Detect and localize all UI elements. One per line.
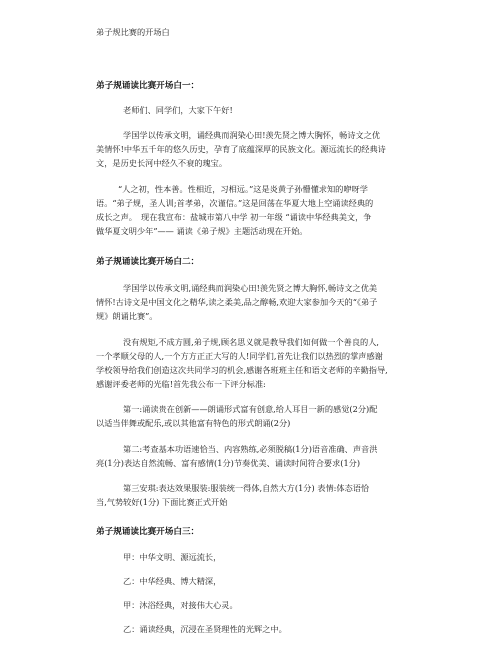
paragraph-line: “人之初，性本善。性相近，习相远。”这是炎黄子孙懵懂求知的咿呀学 (118, 184, 368, 194)
section-heading-1: 弟子规诵读比赛开场白一： (96, 81, 200, 91)
paragraph-line: 规》朗诵比赛”。 (96, 311, 158, 321)
paragraph-line: 第三安琪:表达效果服装:服装统一得体,自然大方(1分) 表情:体态语恰 (123, 483, 370, 493)
paragraph-line: 没有规矩,不成方圆,弟子规,顾名思义就是教导我们如何做一个善良的人, (123, 337, 380, 347)
section-heading-2: 弟子规诵读比赛开场白二： (96, 257, 200, 267)
paragraph-line: 美情怀!中华五千年的悠久历史，孕育了底蕴深厚的民族文化。源远流长的经典诗 (96, 144, 386, 154)
paragraph-line: 第一:诵读贵在创新——朗诵形式富有创意,给人耳目一新的感觉(2分)配 (123, 404, 378, 414)
paragraph-line: 学国学以传承文明,诵经典而润染心田!羡先贤之博大胸怀,畅诗文之优美 (123, 283, 378, 293)
paragraph-line: 学国学以传承文明，诵经典而润染心田!羡先贤之博大胸怀，畅诗文之优 (123, 130, 381, 140)
paragraph-line: 语。“弟子规，圣人训;首孝弟，次谨信。”这是回荡在华夏大地上空诵读经典的 (96, 198, 374, 208)
paragraph-line: 亮(1分)表达自然流畅、富有感情(1分)节奏优美、诵读时间符合要求(1分) (96, 458, 361, 468)
section-heading-3: 弟子规诵读比赛开场白三： (96, 527, 200, 537)
paragraph-line: 学校领导给我们创造这次共同学习的机会,感谢各班班主任和语文老师的辛勤指导, (96, 365, 388, 375)
paragraph-line: 老师们、同学们，大家下午好! (123, 105, 233, 115)
paragraph-line: 成长之声。 现在我宣布：盐城市第八中学 初一年级 “诵读中华经典美文，争 (96, 212, 372, 222)
paragraph-line: 第二:考查基本功语速恰当、内容熟练,必须脱稿(1分)语音准确、声音洪 (123, 444, 378, 454)
paragraph-line: 做华夏文明少年”—— 诵读《弟子规》主题活动现在开始。 (96, 226, 308, 236)
dialogue-line: 甲：沐浴经典，对接伟大心灵。 (123, 600, 238, 610)
paragraph-line: 情怀!古诗文是中国文化之精华,读之柔美,品之醇畅,欢迎大家参加今天的“《弟子 (96, 297, 378, 307)
paragraph-line: 以适当伴舞或配乐,或以其他富有特色的形式朗诵(2分) (96, 418, 291, 428)
document-title: 弟子规比赛的开场白 (96, 27, 170, 37)
dialogue-line: 甲：中华文明、源远流长， (123, 552, 222, 562)
paragraph-line: 当,气势较好(1分) 下面比赛正式开始 (96, 497, 228, 507)
paragraph-line: 文，是历史长河中经久不衰的瑰宝。 (96, 158, 228, 168)
dialogue-line: 乙：诵读经典，沉浸在圣贤理性的光辉之中。 (123, 624, 287, 634)
dialogue-line: 乙：中华经典、博大精深， (123, 576, 222, 586)
paragraph-line: 感谢评委老师的光临!首先我公布一下评分标准: (96, 379, 266, 389)
paragraph-line: 一个孝顺父母的人,一个方方正正大写的人!同学们,首先让我们以热烈的掌声感谢 (96, 351, 383, 361)
